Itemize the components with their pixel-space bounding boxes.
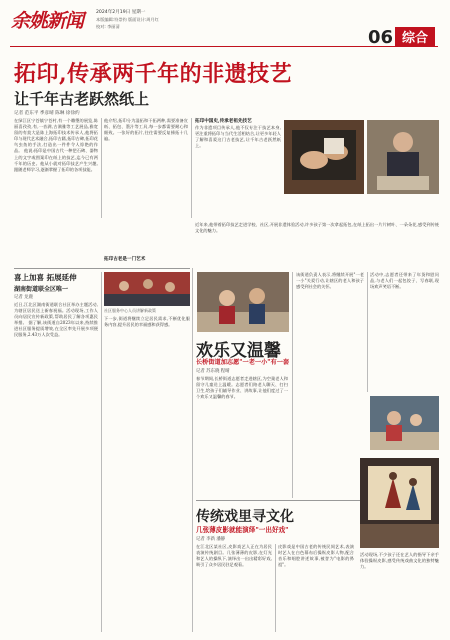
opera-body-col1 bbox=[196, 544, 272, 632]
column-divider bbox=[292, 272, 293, 498]
community-paragraph-2: 据了解,该街道自2023年以来,持续推进社区服务提质增效,在全区率先开展多项便民服务,2.43万人次受益。 bbox=[14, 320, 98, 338]
lead-body-col2 bbox=[104, 118, 188, 218]
feature-subheadline: 长桥街道加志愿"一老一小"有一套 bbox=[196, 359, 290, 366]
opera-subheadline: 几张薄皮影就能演绎"一出好戏" bbox=[196, 526, 289, 534]
page-number: 06 bbox=[368, 27, 394, 48]
lead-paragraph-2: 他说:拓印是中国古代一种把石碑、器物上的文字或图案印在纸上的技艺,迄今已有两千年的历史。他从小就对拓印技艺产生兴趣,跟随老师学习,逐渐掌握了拓印的各项技能。 bbox=[14, 148, 98, 172]
lead-paragraph-3: 作为非遗项目传承人,他不仅专注于技艺本身,更注重将拓印与当代生活相结合,让更多年轻人了解和喜爱这门古老技艺,让千年古老跃然纸上。 bbox=[195, 125, 281, 149]
community-headline: 喜上加喜 拓展延伸 bbox=[14, 273, 77, 282]
opera-photo bbox=[360, 458, 439, 548]
community-body-col1 bbox=[14, 302, 98, 632]
lead-paragraph-1: 在绿江区宁苍镇宁苍村,有一个雕塑的展览,陈丽喜孜孜,有,一音满,古满雅等工艺展品,雅宽留的有莫大是陈上海拓印技术传承人,他将拓印与现代艺术融合,拓印古籍,拓印古碑,拓印花鸟虫鱼的手法,打造出一件件令人惊艳的作品。 bbox=[14, 118, 98, 154]
feature-photo-2 bbox=[370, 396, 439, 450]
community-byline: 记者 龙鹿 bbox=[14, 295, 33, 300]
column-divider bbox=[275, 544, 276, 632]
lead-body-col4 bbox=[195, 222, 439, 266]
opera-body-col3 bbox=[360, 552, 439, 632]
section-label: 综合 bbox=[401, 31, 428, 46]
feature-paragraph-2: 该街道负责人表示,将继续开展"一老一小"关爱行动,让辖区的老人和孩子感受到社会的关怀。 bbox=[296, 272, 364, 290]
date-line: 2024年2月19日 星期一 bbox=[96, 10, 146, 15]
lead-headline: 拓印,传承两千年的非遗技艺 bbox=[14, 61, 293, 87]
column-divider bbox=[367, 272, 368, 392]
masthead bbox=[0, 0, 450, 46]
column-divider bbox=[191, 118, 192, 218]
lead-body-col3 bbox=[195, 125, 281, 218]
lead-subheadline: 让千年古老跃然纸上 bbox=[14, 90, 150, 108]
feature-paragraph-3: 活动中,志愿者还带来了年货和慰问品,与老人们一起包饺子、写春联,现场欢声笑语不断。 bbox=[370, 272, 439, 290]
masthead-rule bbox=[10, 46, 438, 47]
opera-paragraph-1: 在江北区某社区,皮影戏艺人正在为居民表演传统剧目。几张薄薄的皮影,在灯光和艺人的操纵下,演绎出一出出精彩好戏,吸引了众多居民驻足观看。 bbox=[196, 544, 272, 568]
opera-body-col2 bbox=[278, 544, 354, 632]
lead-photo-craftsman bbox=[367, 120, 439, 194]
opera-headline: 传统戏里寻文化 bbox=[196, 509, 294, 525]
community-body-col2 bbox=[104, 316, 190, 632]
column-divider bbox=[101, 272, 102, 632]
lead-photo-hands bbox=[284, 120, 364, 194]
column-divider bbox=[192, 268, 193, 632]
feature-byline: 记者 苏东晓 程晴 bbox=[196, 369, 230, 374]
community-paragraph-1: 近日,江北区湖南街道联合社区举办主题活动,为辖区居民送上新春祝福。活动现场,工作人员向居民宣传新政策,帮助居民了解各项惠民举措。 bbox=[14, 302, 98, 326]
community-subheadline: 湖南街道联全区唯一 bbox=[14, 286, 69, 293]
proofreader-line: 校对: 李丽清 bbox=[96, 24, 120, 29]
lead-subhead-2: 拓印古老是一门艺术 bbox=[104, 257, 146, 262]
masthead-logo: 余姚新闻 bbox=[11, 10, 84, 32]
community-paragraph-3: 下一步,街道将继续立足居民需求,不断优化服务内容,提升居民的幸福感和获得感。 bbox=[104, 316, 190, 328]
feature-photo-1 bbox=[197, 272, 289, 332]
feature-body-col2 bbox=[296, 272, 364, 498]
community-photo bbox=[104, 272, 190, 306]
community-photo-caption: 社区服务中心人员讲解新政策 bbox=[104, 308, 156, 313]
lead-paragraph-5: 近年来,他带着拓印技艺走进学校、社区,开展非遗体验活动,许多孩子第一次拿起拓包,在纸上拓出一片片树叶、一朵朵花,感受到传统文化的魅力。 bbox=[195, 222, 439, 234]
feature-headline: 欢乐又温馨 bbox=[196, 341, 281, 361]
lead-paragraph-4: 他介绍,拓印分为湿拓和干拓两种,需要准备宣纸、拓包、墨汁等工具,每一步都需要耐心和细致。一张好的拓片,往往需要反复捶拓十几遍。 bbox=[104, 118, 188, 142]
opera-paragraph-2: 皮影戏是中国古老的传统民间艺术,表演时艺人在白色幕布后操纵皮影人物,配合音乐和唱腔讲述故事,被誉为"电影的鼻祖"。 bbox=[278, 544, 354, 568]
section-badge bbox=[395, 27, 435, 46]
opera-byline: 记者 李新 潘静 bbox=[196, 537, 226, 542]
editors-line: 本版编辑:符崇钧 版面设计:周月红 bbox=[96, 17, 159, 22]
feature-body-col1 bbox=[196, 376, 288, 498]
section-rule bbox=[14, 268, 190, 269]
opera-paragraph-3: 活动现场,不少孩子还在艺人的指导下亲手体验操纵皮影,感受传统戏曲文化的独特魅力。 bbox=[360, 552, 439, 570]
lead-byline: 记者 范东平 季彦晴 陈琳 徐徐约 bbox=[14, 111, 80, 116]
lead-subhead-1: 拓印中国史,传承老祖先技艺 bbox=[195, 119, 252, 124]
column-divider bbox=[101, 118, 102, 218]
feature-paragraph-1: 春节期间,长桥街道志愿者走进辖区,为空巢老人和留守儿童送上温暖。志愿者们陪老人聊天、打扫卫生,给孩子们辅导作业、讲故事,让他们度过了一个欢乐又温馨的春节。 bbox=[196, 376, 288, 400]
feature-body-col3 bbox=[370, 272, 439, 392]
